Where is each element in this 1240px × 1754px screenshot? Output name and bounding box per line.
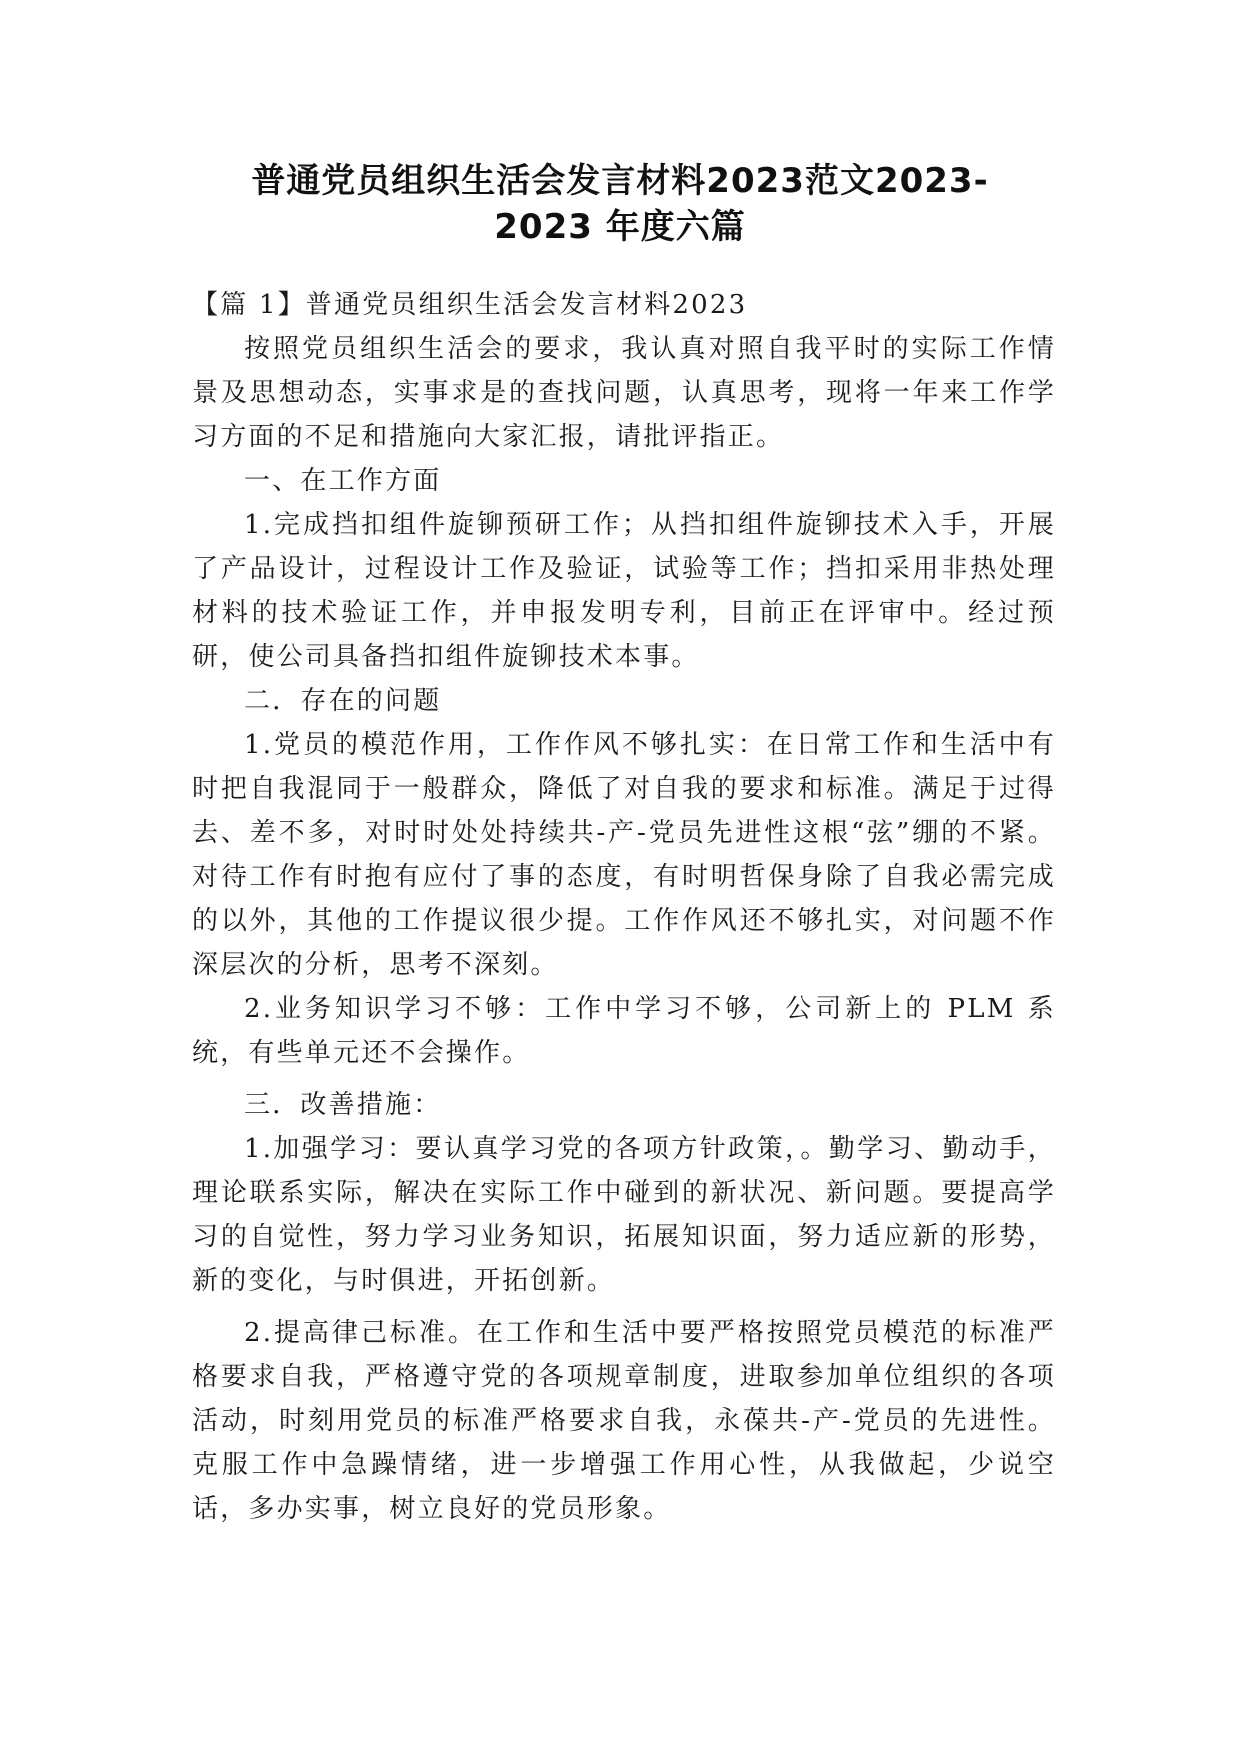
document-title <box>190 158 1050 250</box>
heading-problems: 二．存在的问题 <box>244 686 442 716</box>
problem-item-2: 2.业务知识学习不够：工作中学习不够，公司新上的 PLM 系统，有些单元还不会操作。 <box>192 994 1056 1068</box>
title-line-2: 2023 年度六篇 <box>494 207 746 247</box>
problem-item-1: 1.党员的模范作用，工作作风不够扎实：在日常工作和生活中有时把自我混同于一般群众，降低了对自我的要求和标准。满足于过得去、差不多，对时时处处持续共-产-党员先进性这根“弦”绷的不紧。对待工作有时抱有应付了事的态度，有时明哲保身除了自我必需完成的以外，其他的工作提议很少提。工作作风还不够扎实，对问题不作深层次的分析，思考不深刻。 <box>192 730 1056 980</box>
improvement-item-2: 2.提高律己标准。在工作和生活中要严格按照党员模范的标准严格要求自我，严格遵守党的各项规章制度，进取参加单位组织的各项活动，时刻用党员的标准严格要求自我，永葆共-产-党员的先进性。克服工作中急躁情绪，进一步增强工作用心性，从我做起，少说空话，多办实事，树立良好的党员形象。 <box>192 1318 1056 1524</box>
title-line-1: 普通党员组织生活会发言材料2023范文2023- <box>251 161 989 201</box>
improvement-item-1: 1.加强学习：要认真学习党的各项方针政策，。勤学习、勤动手，理论联系实际，解决在实际工作中碰到的新状况、新问题。要提高学习的自觉性，努力学习业务知识，拓展知识面，努力适应新的形势，新的变化，与时俱进，开拓创新。 <box>192 1134 1056 1296</box>
intro-paragraph: 按照党员组织生活会的要求，我认真对照自我平时的实际工作情景及思想动态，实事求是的查找问题，认真思考，现将一年来工作学习方面的不足和措施向大家汇报，请批评指正。 <box>192 334 1056 452</box>
heading-work-aspect: 一、在工作方面 <box>244 466 442 496</box>
document-body <box>192 283 1056 1531</box>
work-item-1: 1.完成挡扣组件旋铆预研工作；从挡扣组件旋铆技术入手，开展了产品设计，过程设计工作及验证，试验等工作；挡扣采用非热处理材料的技术验证工作，并申报发明专利，目前正在评审中。经过预研，使公司具备挡扣组件旋铆技术本事。 <box>192 510 1056 672</box>
section-heading: 【篇 1】普通党员组织生活会发言材料2023 <box>192 290 748 320</box>
heading-improvements: 三．改善措施： <box>244 1090 442 1120</box>
